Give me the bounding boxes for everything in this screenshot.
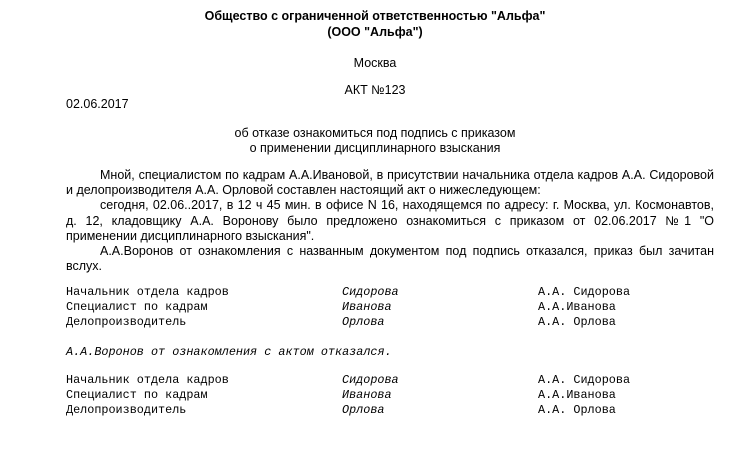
signature-row — [66, 373, 706, 389]
signature-row — [66, 315, 706, 331]
act-body — [66, 168, 714, 274]
signature-row — [66, 403, 706, 419]
signer-signature: Орлова — [342, 315, 385, 329]
signature-row — [66, 388, 706, 404]
act-date: 02.06.2017 — [66, 97, 129, 111]
signer-name: А.А.Иванова — [538, 388, 616, 402]
signer-name: А.А. Сидорова — [538, 285, 631, 299]
signer-signature: Орлова — [342, 403, 385, 417]
signer-position: Специалист по кадрам — [66, 300, 208, 314]
signer-name: А.А. Сидорова — [538, 373, 631, 387]
signer-signature: Иванова — [342, 300, 392, 314]
signer-signature: Сидорова — [342, 373, 399, 387]
signature-row — [66, 300, 706, 316]
signer-name: А.А. Орлова — [538, 315, 616, 329]
signer-position: Делопроизводитель — [66, 403, 187, 417]
body-paragraph-2: сегодня, 02.06..2017, в 12 ч 45 мин. в офисе N 16, находящемся по адресу: г. Москва, ул. Космонавтов, д. 12, кладовщику А.А. Воронову было предложено ознакомиться с приказом от 02.06.2017 №1 "О применении дисциплинарного взыскания". — [66, 198, 714, 243]
subject-line-2: о применении дисциплинарного взыскания — [249, 141, 501, 155]
signer-position: Начальник отдела кадров — [66, 285, 229, 299]
signer-signature: Иванова — [342, 388, 392, 402]
signer-name: А.А. Орлова — [538, 403, 616, 417]
signer-signature: Сидорова — [342, 285, 399, 299]
signer-position: Специалист по кадрам — [66, 388, 208, 402]
signer-name: А.А.Иванова — [538, 300, 616, 314]
act-title: АКТ №123 — [344, 83, 406, 97]
org-short-name: (ООО "Альфа") — [327, 25, 423, 39]
body-paragraph-3: А.А.Воронов от ознакомления с названным документом под подпись отказался, приказ был зачитан вслух. — [66, 244, 714, 274]
refusal-note: А.А.Воронов от ознакомления с актом отказался. — [66, 345, 392, 359]
body-paragraph-1: Мной, специалистом по кадрам А.А.Ивановой, в присутствии начальника отдела кадров А.А. Сидоровой и делопроизводителя А.А. Орловой составлен настоящий акт о нижеследующем: — [66, 168, 714, 198]
signer-position: Делопроизводитель — [66, 315, 187, 329]
signature-row — [66, 285, 706, 301]
subject-line-1: об отказе ознакомиться под подпись с приказом — [234, 126, 516, 140]
signer-position: Начальник отдела кадров — [66, 373, 229, 387]
city: Москва — [353, 56, 397, 70]
org-full-name: Общество с ограниченной ответственностью "Альфа" — [204, 9, 546, 23]
